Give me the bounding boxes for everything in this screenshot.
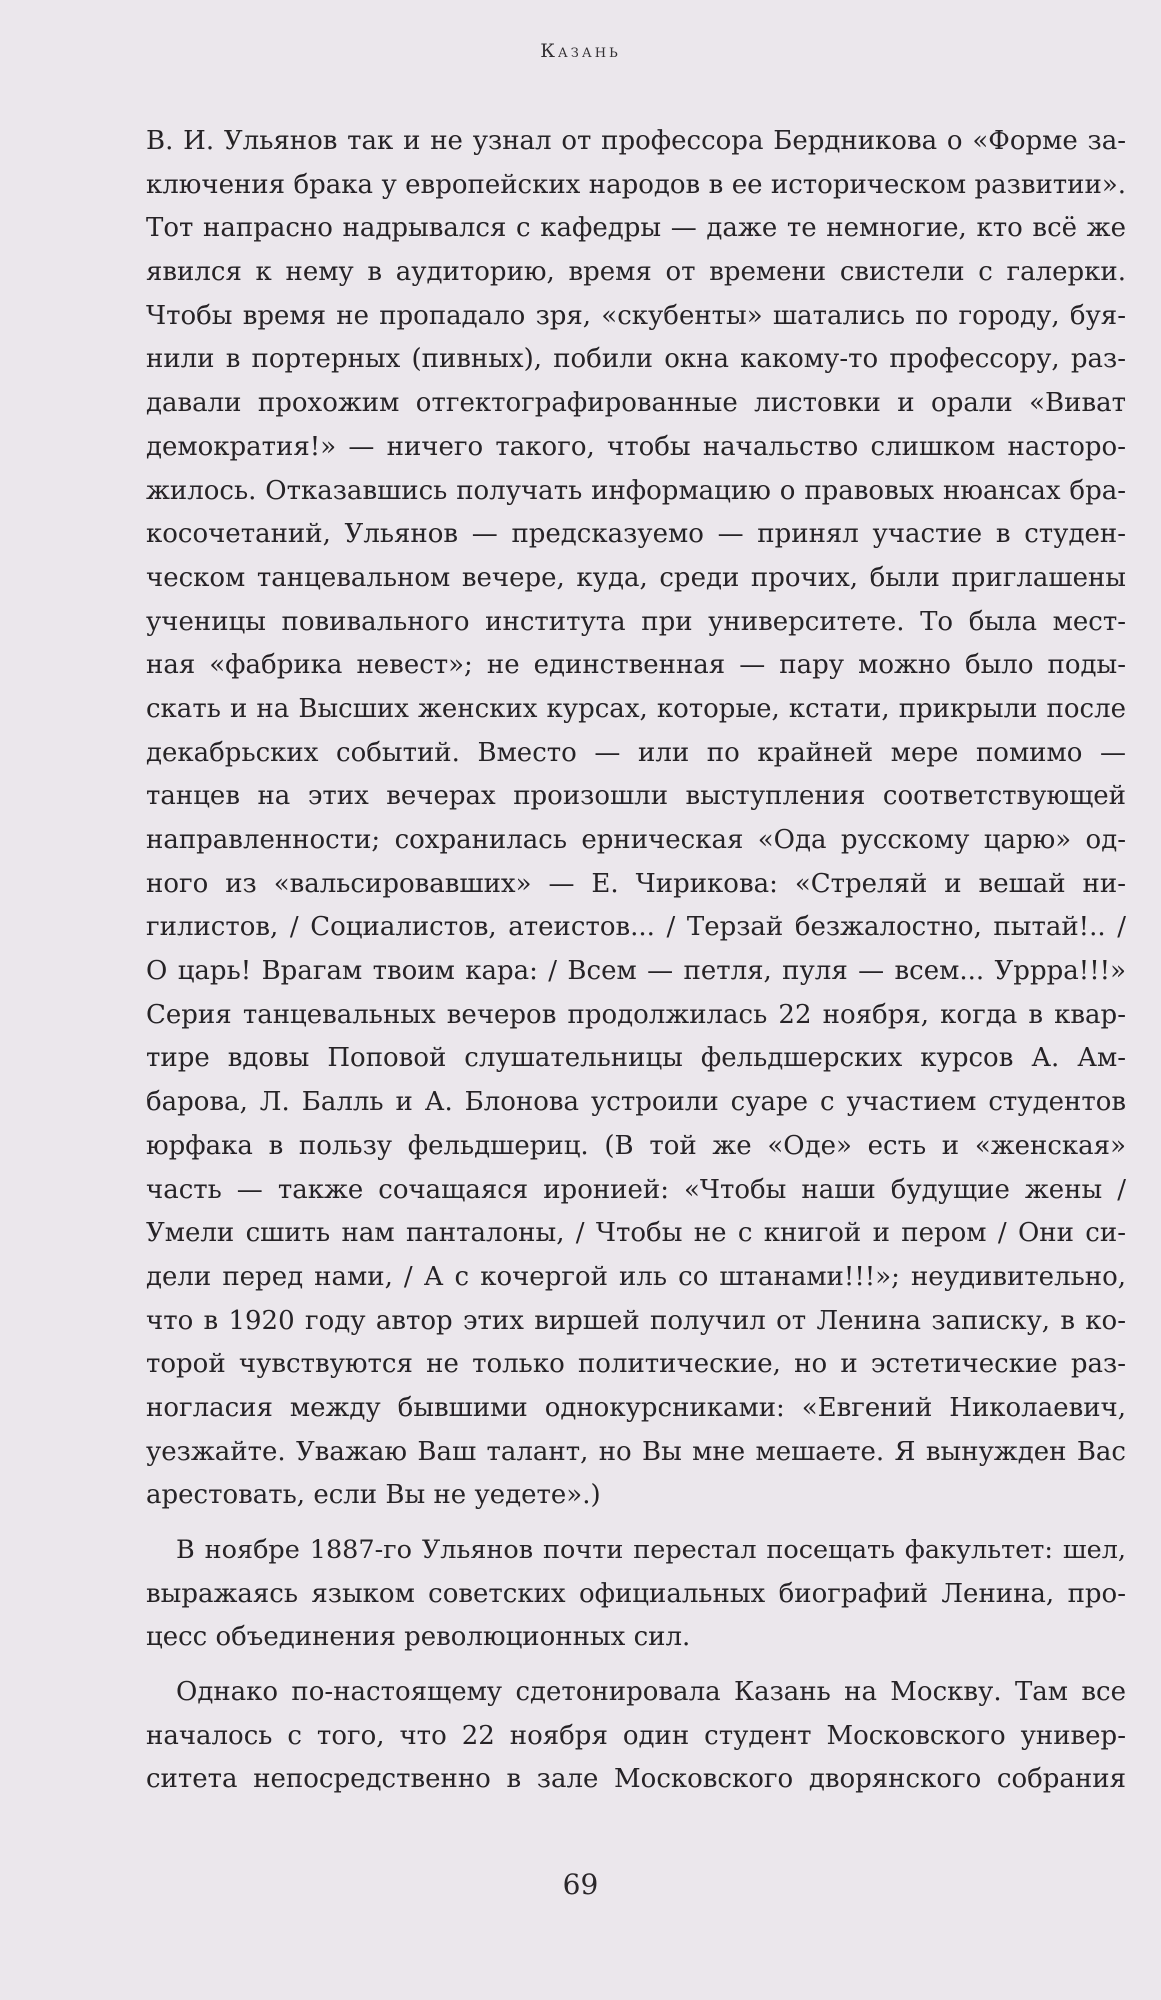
page-number: 69 [562,1868,599,1901]
text-line: арестовать, если Вы не уедете».) [146,1480,601,1511]
text-line: ногласия между бывшими однокурсниками: «Евгений Николаевич, [146,1392,1126,1423]
text-line: уезжайте. Уважаю Ваш талант, но Вы мне мешаете. Я вынужден Вас [146,1436,1126,1467]
text-line: гилистов, / Социалистов, атеистов... / Терзай безжалостно, пытай!.. / [146,912,1126,943]
text-line: Чтобы время не пропадало зря, «скубенты» шатались по городу, буя- [146,300,1126,331]
text-line: В ноябре 1887-го Ульянов почти перестал посещать факультет: шел, [176,1535,1126,1565]
paragraph-1 [146,120,1126,1518]
text-line: декабрьских событий. Вместо — или по крайней мере помимо — [146,737,1126,768]
paragraph-gap [146,1518,1126,1529]
text-line: Серия танцевальных вечеров продолжилась 22 ноября, когда в квар- [146,999,1126,1030]
text-line: жилось. Отказавшись получать информацию о правовых нюансах бра- [146,475,1126,506]
text-line: ная «фабрика невест»; не единственная — пару можно было поды- [146,650,1126,681]
text-line: юрфака в пользу фельдшериц. (В той же «Оде» есть и «женская» [146,1130,1126,1161]
text-line: танцев на этих вечерах произошли выступления соответствующей [146,781,1126,812]
text-line: выражаясь языком советских официальных биографий Ленина, про- [146,1578,1126,1609]
text-line: торой чувствуются не только политические, но и эстетические раз- [146,1349,1126,1380]
text-line: направленности; сохранилась ерническая «Ода русскому царю» од- [146,825,1126,855]
text-line: началось с того, что 22 ноября один студент Московского универ- [146,1720,1126,1751]
running-title: Казань [540,40,621,62]
text-line: явился к нему в аудиторию, время от времени свистели с галерки. [146,257,1126,288]
text-line: давали прохожим отгектографированные листовки и орали «Виват [146,388,1126,419]
body-text [146,120,1126,1802]
paragraph-gap [146,1660,1126,1671]
text-line: нили в портерных (пивных), побили окна какому-то профессору, раз- [146,344,1126,375]
text-line: дели перед нами, / А с кочергой иль со штанами!!!»; неудивительно, [146,1261,1126,1292]
text-line: Тот напрасно надрывался с кафедры — даже те немногие, кто всё же [146,213,1126,244]
text-line: косочетаний, Ульянов — предсказуемо — принял участие в студен- [146,519,1126,550]
text-line: В. И. Ульянов так и не узнал от профессора Бердникова о «Форме за- [146,126,1126,156]
text-line: ного из «вальсировавших» — Е. Чирикова: «Стреляй и вешай ни- [146,868,1126,899]
text-line: О царь! Врагам твоим кара: / Всем — петля, пуля — всем... Уррра!!!» [146,956,1126,987]
text-line: тире вдовы Поповой слушательницы фельдшерских курсов А. Ам- [146,1043,1126,1074]
text-line: ческом танцевальном вечере, куда, среди прочих, были приглашены [146,562,1126,593]
paragraph-3 [146,1671,1126,1802]
text-line: ключения брака у европейских народов в ее историческом развитии». [146,169,1126,200]
text-line: демократия!» — ничего такого, чтобы начальство слишком насторо- [146,431,1126,462]
text-line: что в 1920 году автор этих виршей получил от Ленина записку, в ко- [146,1305,1126,1336]
paragraph-2 [146,1529,1126,1660]
text-line: часть — также сочащаяся иронией: «Чтобы наши будущие жены / [146,1174,1126,1205]
text-line: скать и на Высших женских курсах, которые, кстати, прикрыли после [146,693,1126,724]
text-line: Умели сшить нам панталоны, / Чтобы не с книгой и пером / Они си- [146,1218,1126,1249]
text-line: Однако по-настоящему сдетонировала Казань на Москву. Там все [176,1677,1126,1708]
text-line: ситета непосредственно в зале Московского дворянского собрания [146,1764,1126,1795]
text-line: ученицы повивального института при университете. То была мест- [146,606,1126,637]
text-line: цесс объединения революционных сил. [146,1622,691,1653]
text-line: барова, Л. Балль и А. Блонова устроили суаре с участием студентов [146,1087,1126,1118]
